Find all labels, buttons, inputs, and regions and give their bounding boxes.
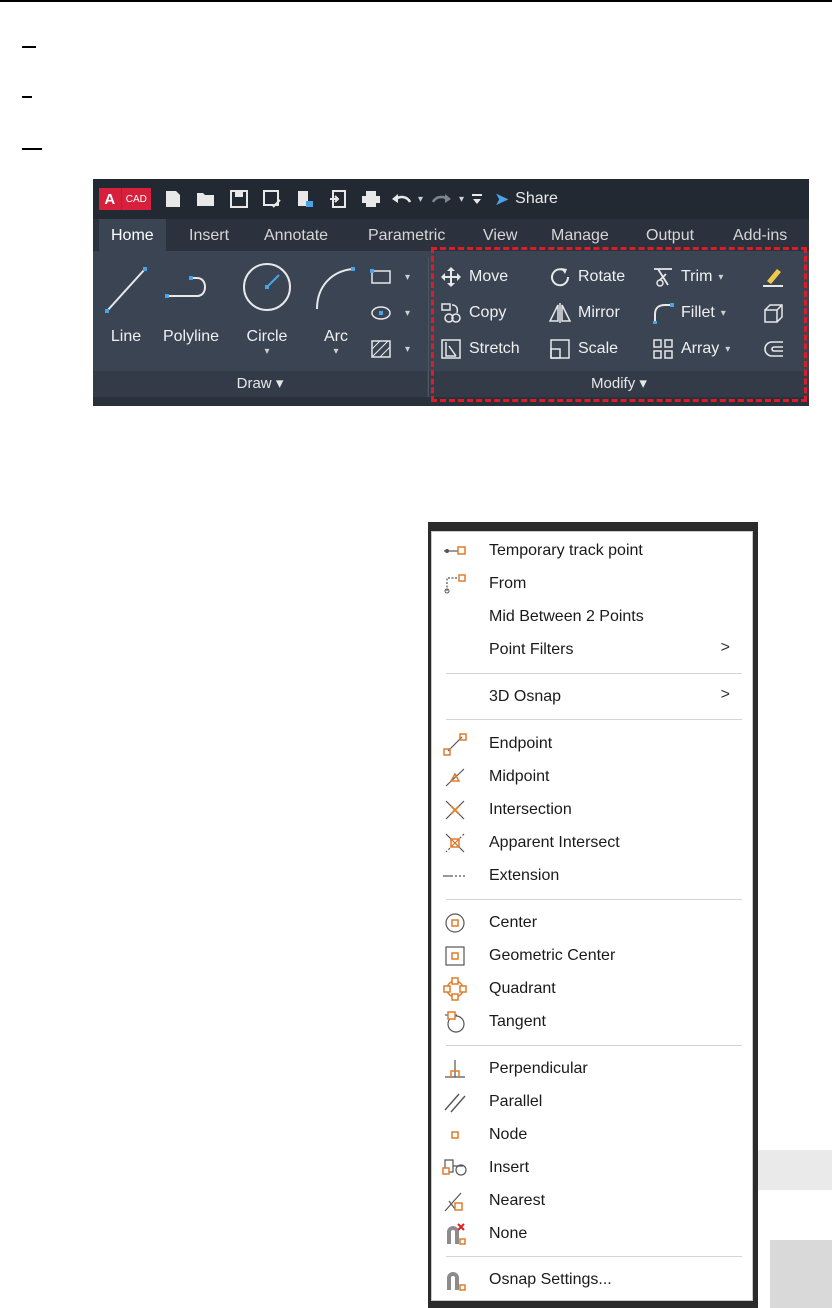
menu-item-none[interactable] [432, 1217, 752, 1250]
menu-separator [446, 719, 742, 720]
arc-label: Arc [324, 328, 348, 345]
menu-item-label: Tangent [489, 1012, 546, 1030]
rectangle-tool[interactable] [369, 265, 410, 289]
menu-item-intersection[interactable] [432, 793, 752, 826]
menu-item-nearest[interactable] [432, 1184, 752, 1217]
polyline-label: Polyline [162, 328, 220, 345]
menu-item-label: Midpoint [489, 767, 550, 785]
mirror-label: Mirror [578, 304, 620, 321]
draw-panel-title[interactable] [93, 371, 427, 397]
ribbon-tabs [93, 219, 809, 251]
menu-item-point-filters[interactable] [432, 633, 752, 666]
menu-item-label: Insert [489, 1158, 530, 1176]
rotate-icon [548, 265, 572, 289]
line-tool[interactable] [103, 259, 149, 346]
stretch-tool[interactable] [439, 337, 520, 361]
none-icon [435, 1217, 475, 1250]
menu-item-tangent[interactable] [432, 1005, 752, 1038]
menu-separator [446, 1045, 742, 1046]
perpendicular-icon [435, 1052, 475, 1085]
new-file-icon[interactable] [162, 188, 184, 210]
offset-tool[interactable] [761, 337, 791, 361]
from-icon [435, 567, 475, 600]
menu-item-apparent-intersect[interactable] [432, 826, 752, 859]
circle-tool[interactable] [235, 259, 299, 357]
menu-item-label: Perpendicular [489, 1059, 588, 1077]
chevron-down-icon: ▾ [639, 375, 647, 392]
menu-item-label: Geometric Center [489, 946, 616, 964]
tangent-icon [435, 1005, 475, 1038]
menu-item-node[interactable] [432, 1118, 752, 1151]
explode-icon [761, 301, 785, 325]
plot-icon[interactable] [360, 188, 382, 210]
polyline-icon [155, 259, 227, 315]
scale-icon [548, 337, 572, 361]
insert-icon [435, 1151, 475, 1184]
menu-item-label: Parallel [489, 1092, 543, 1110]
menu-item-from[interactable] [432, 567, 752, 600]
quick-access-toolbar [93, 179, 809, 219]
menu-item-label: Intersection [489, 800, 572, 818]
rectangle-icon [369, 265, 393, 289]
menu-item-extension[interactable] [432, 859, 752, 892]
scale-label: Scale [578, 340, 619, 357]
move-tool[interactable] [439, 265, 508, 289]
hatch-tool[interactable] [369, 337, 410, 361]
background-window [770, 1240, 832, 1308]
intersection-icon [435, 793, 475, 826]
menu-item-quadrant[interactable] [432, 972, 752, 1005]
stretch-label: Stretch [469, 340, 520, 357]
undo-icon[interactable] [390, 188, 412, 210]
hatch-dropdown-icon[interactable]: ▾ [405, 343, 411, 355]
array-dropdown-icon[interactable]: ▾ [725, 343, 731, 355]
tab-output[interactable]: Output [646, 227, 695, 244]
fillet-tool[interactable] [651, 301, 726, 325]
menu-item-osnap-settings[interactable] [432, 1263, 752, 1296]
rectangle-dropdown-icon[interactable]: ▾ [405, 271, 411, 283]
menu-item-label: From [489, 574, 527, 592]
fillet-dropdown-icon[interactable]: ▾ [720, 307, 726, 319]
polyline-tool[interactable] [155, 259, 227, 346]
undo-dropdown-icon[interactable]: ▾ [418, 193, 424, 205]
menu-item-3d-osnap[interactable] [432, 680, 752, 713]
menu-item-label: None [489, 1224, 528, 1242]
quadrant-icon [435, 972, 475, 1005]
arc-tool[interactable] [311, 259, 361, 357]
menu-item-label: Endpoint [489, 734, 553, 752]
line-label: Line [110, 328, 142, 345]
tab-add-ins[interactable]: Add-ins [733, 227, 788, 244]
dash-mark [22, 96, 32, 98]
menu-item-label: Point Filters [489, 640, 574, 658]
circle-icon [235, 259, 299, 315]
menu-item-label: Nearest [489, 1191, 546, 1209]
tab-view[interactable]: View [483, 227, 518, 244]
tab-insert[interactable]: Insert [189, 227, 230, 244]
mirror-icon [548, 301, 572, 325]
draw-panel-label: Draw [236, 375, 272, 392]
redo-dropdown-icon[interactable]: ▾ [459, 193, 465, 205]
customize-qat-icon[interactable] [470, 188, 484, 210]
paper-plane-icon: ➤ [494, 188, 510, 209]
tab-manage[interactable]: Manage [551, 227, 609, 244]
move-icon [439, 265, 463, 289]
midpoint-icon [435, 760, 475, 793]
menu-separator [446, 1256, 742, 1257]
copy-icon [439, 301, 463, 325]
menu-separator [446, 673, 742, 674]
save-to-web-icon[interactable] [327, 188, 349, 210]
menu-item-perpendicular[interactable] [432, 1052, 752, 1085]
erase-tool[interactable] [761, 265, 791, 289]
line-icon [103, 259, 149, 315]
scale-tool[interactable] [548, 337, 618, 361]
app-logo[interactable] [99, 188, 151, 210]
center-icon [435, 906, 475, 939]
menu-item-parallel[interactable] [432, 1085, 752, 1118]
stretch-icon [439, 337, 463, 361]
menu-item-insert[interactable] [432, 1151, 752, 1184]
menu-item-label: Osnap Settings... [489, 1270, 612, 1288]
rotate-label: Rotate [578, 268, 626, 285]
save-as-icon[interactable] [261, 188, 283, 210]
parallel-icon [435, 1085, 475, 1118]
ellipse-tool[interactable] [369, 301, 410, 325]
dash-mark [22, 148, 42, 150]
hatch-icon [369, 337, 393, 361]
menu-item-label: Center [489, 913, 538, 931]
menu-item-midpoint[interactable] [432, 760, 752, 793]
copy-tool[interactable] [439, 301, 506, 325]
copy-label: Copy [469, 304, 507, 321]
geometric-center-icon [435, 939, 475, 972]
menu-item-label: Quadrant [489, 979, 556, 997]
ellipse-icon [369, 301, 393, 325]
open-from-web-icon[interactable] [294, 188, 316, 210]
tab-annotate[interactable]: Annotate [264, 227, 329, 244]
rotate-tool[interactable] [548, 265, 625, 289]
chevron-down-icon: ▾ [275, 375, 284, 392]
chevron-right-icon: > [720, 639, 730, 656]
menu-item-label: Temporary track point [489, 541, 643, 559]
save-icon[interactable] [228, 188, 250, 210]
ellipse-dropdown-icon[interactable]: ▾ [405, 307, 411, 319]
array-tool[interactable] [651, 337, 730, 361]
osnap-settings-icon [435, 1263, 475, 1296]
tab-home[interactable]: Home [99, 219, 166, 251]
offset-icon [761, 337, 785, 361]
arc-icon [311, 259, 361, 315]
osnap-context-menu [431, 531, 753, 1301]
menu-item-label: Apparent Intersect [489, 833, 620, 851]
dash-mark [22, 46, 36, 48]
apparent-intersect-icon [435, 826, 475, 859]
menu-separator [446, 899, 742, 900]
share-button[interactable] [494, 189, 558, 210]
logo-text: CAD [121, 188, 151, 210]
mirror-tool[interactable] [548, 301, 620, 325]
menu-item-label: Node [489, 1125, 528, 1143]
trim-icon [651, 265, 675, 289]
chevron-right-icon: > [720, 686, 730, 703]
ribbon-screenshot [93, 179, 809, 406]
menu-item-endpoint[interactable] [432, 727, 752, 760]
fillet-icon [651, 301, 675, 325]
menu-item-geometric-center[interactable] [432, 939, 752, 972]
top-rule [0, 0, 832, 2]
menu-item-mid-between-2-points[interactable] [432, 600, 752, 633]
trim-dropdown-icon[interactable]: ▾ [718, 271, 724, 283]
circle-dropdown-icon[interactable]: ▾ [264, 346, 270, 357]
endpoint-icon [435, 727, 475, 760]
menu-item-center[interactable] [432, 906, 752, 939]
menu-item-temporary-track-point[interactable] [432, 534, 752, 567]
array-label: Array [681, 340, 720, 357]
circle-label: Circle [246, 328, 288, 345]
menu-item-label: 3D Osnap [489, 687, 562, 705]
arc-dropdown-icon[interactable]: ▾ [333, 346, 339, 357]
trim-label: Trim [681, 268, 713, 285]
move-label: Move [469, 268, 509, 285]
node-icon [435, 1118, 475, 1151]
open-folder-icon[interactable] [195, 188, 217, 210]
explode-tool[interactable] [761, 301, 791, 325]
fillet-label: Fillet [681, 304, 715, 321]
menu-item-label: Mid Between 2 Points [489, 607, 644, 625]
modify-panel-label: Modify [591, 375, 636, 392]
tab-parametric[interactable]: Parametric [368, 227, 446, 244]
eraser-icon [761, 265, 785, 289]
ribbon-bottom-edge [93, 397, 809, 406]
trim-tool[interactable] [651, 265, 723, 289]
modify-panel-title[interactable] [429, 371, 809, 397]
menu-item-label: Extension [489, 866, 560, 884]
temporary-track-point-icon [435, 534, 475, 567]
extension-icon [435, 859, 475, 892]
nearest-icon [435, 1184, 475, 1217]
logo-letter: A [99, 188, 121, 210]
share-label: Share [515, 190, 558, 207]
array-icon [651, 337, 675, 361]
redo-icon[interactable] [431, 188, 453, 210]
